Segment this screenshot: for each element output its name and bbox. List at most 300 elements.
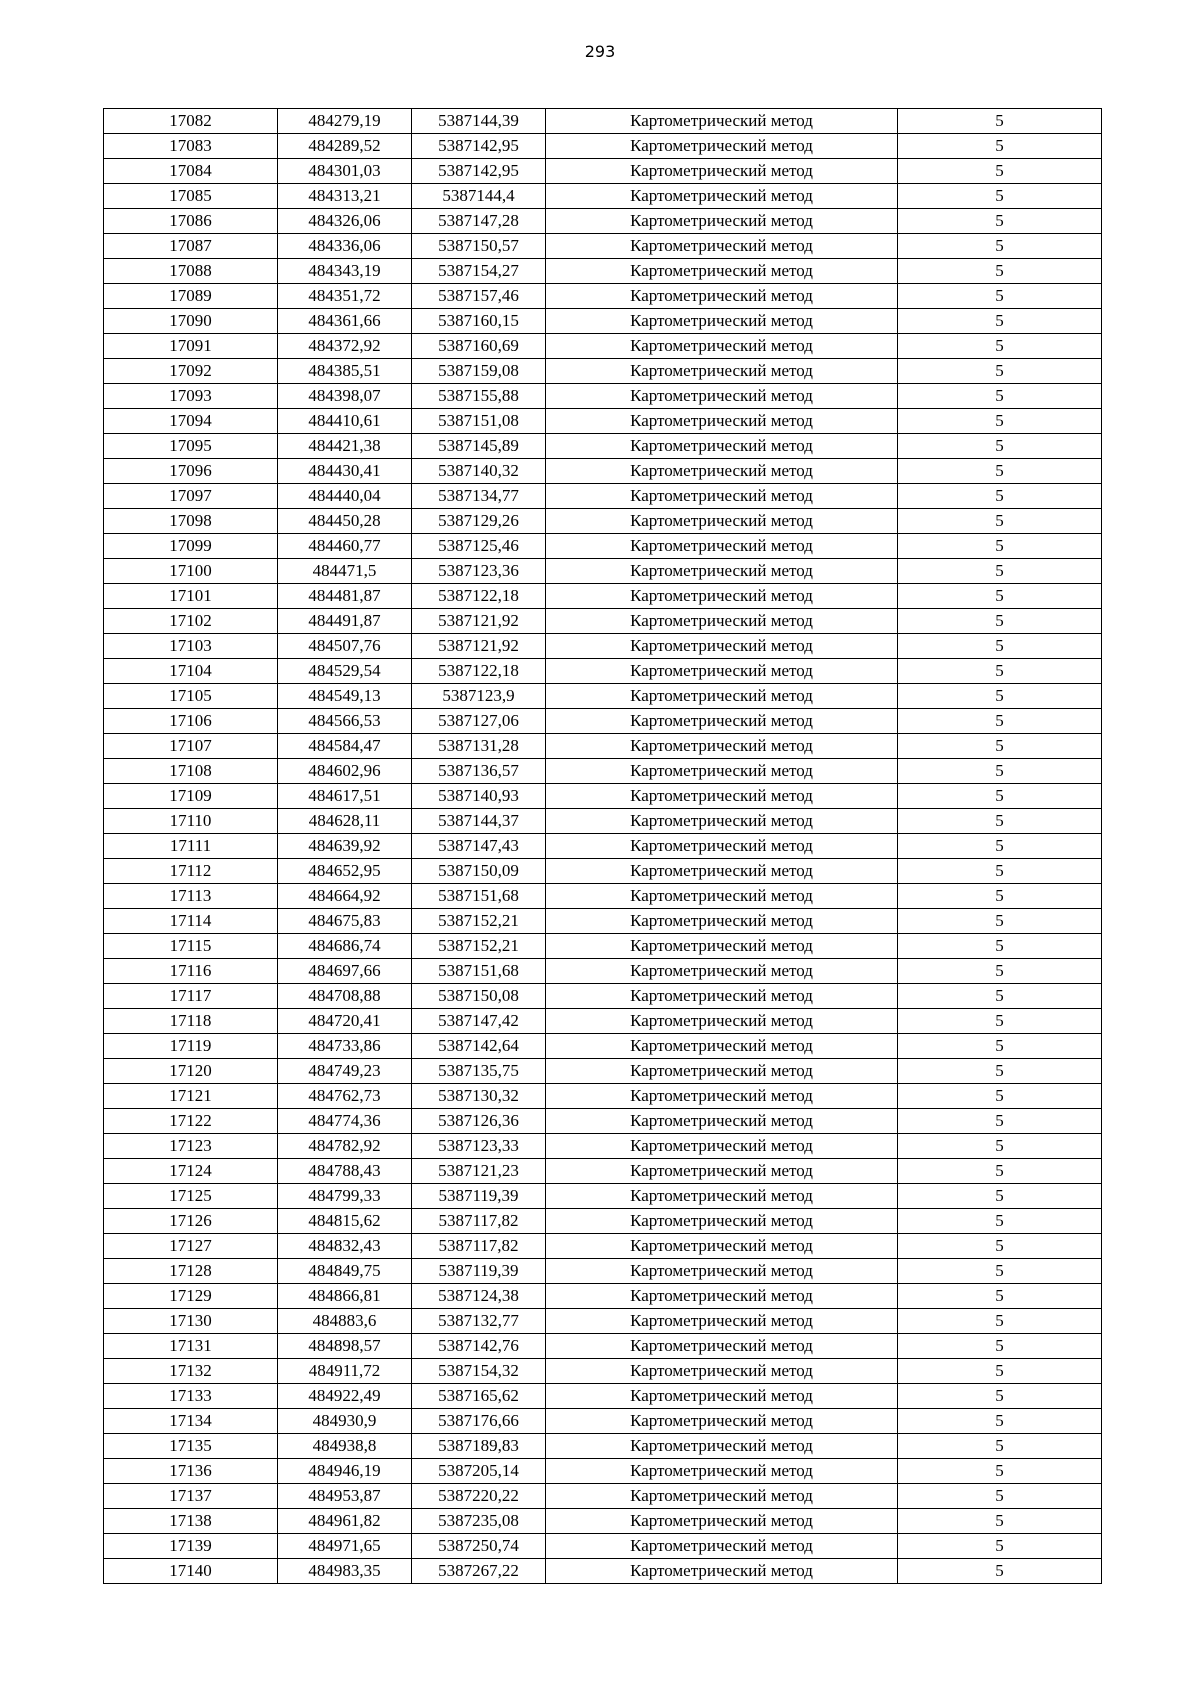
y-coordinate-cell: 5387122,18 xyxy=(412,659,546,684)
method-cell: Картометрический метод xyxy=(546,1234,898,1259)
point-number-cell: 17095 xyxy=(104,434,278,459)
y-coordinate-cell: 5387160,69 xyxy=(412,334,546,359)
method-cell: Картометрический метод xyxy=(546,359,898,384)
method-cell: Картометрический метод xyxy=(546,1359,898,1384)
point-number-cell: 17098 xyxy=(104,509,278,534)
point-number-cell: 17122 xyxy=(104,1109,278,1134)
x-coordinate-cell: 484983,35 xyxy=(278,1559,412,1584)
y-coordinate-cell: 5387176,66 xyxy=(412,1409,546,1434)
method-cell: Картометрический метод xyxy=(546,434,898,459)
method-cell: Картометрический метод xyxy=(546,1209,898,1234)
precision-cell: 5 xyxy=(898,1259,1102,1284)
x-coordinate-cell: 484372,92 xyxy=(278,334,412,359)
method-cell: Картометрический метод xyxy=(546,1509,898,1534)
point-number-cell: 17135 xyxy=(104,1434,278,1459)
precision-cell: 5 xyxy=(898,1459,1102,1484)
x-coordinate-cell: 484938,8 xyxy=(278,1434,412,1459)
method-cell: Картометрический метод xyxy=(546,184,898,209)
point-number-cell: 17085 xyxy=(104,184,278,209)
point-number-cell: 17140 xyxy=(104,1559,278,1584)
table-row xyxy=(104,1184,1102,1209)
point-number-cell: 17111 xyxy=(104,834,278,859)
y-coordinate-cell: 5387145,89 xyxy=(412,434,546,459)
point-number-cell: 17123 xyxy=(104,1134,278,1159)
point-number-cell: 17094 xyxy=(104,409,278,434)
x-coordinate-cell: 484686,74 xyxy=(278,934,412,959)
x-coordinate-cell: 484602,96 xyxy=(278,759,412,784)
point-number-cell: 17099 xyxy=(104,534,278,559)
point-number-cell: 17131 xyxy=(104,1334,278,1359)
table-row xyxy=(104,1359,1102,1384)
table-row xyxy=(104,1309,1102,1334)
method-cell: Картометрический метод xyxy=(546,284,898,309)
table-row xyxy=(104,1134,1102,1159)
x-coordinate-cell: 484440,04 xyxy=(278,484,412,509)
precision-cell: 5 xyxy=(898,909,1102,934)
x-coordinate-cell: 484491,87 xyxy=(278,609,412,634)
method-cell: Картометрический метод xyxy=(546,1409,898,1434)
method-cell: Картометрический метод xyxy=(546,659,898,684)
precision-cell: 5 xyxy=(898,134,1102,159)
y-coordinate-cell: 5387140,93 xyxy=(412,784,546,809)
precision-cell: 5 xyxy=(898,734,1102,759)
precision-cell: 5 xyxy=(898,159,1102,184)
x-coordinate-cell: 484652,95 xyxy=(278,859,412,884)
table-row xyxy=(104,559,1102,584)
method-cell: Картометрический метод xyxy=(546,384,898,409)
y-coordinate-cell: 5387121,92 xyxy=(412,634,546,659)
precision-cell: 5 xyxy=(898,1309,1102,1334)
y-coordinate-cell: 5387165,62 xyxy=(412,1384,546,1409)
y-coordinate-cell: 5387123,9 xyxy=(412,684,546,709)
precision-cell: 5 xyxy=(898,1234,1102,1259)
coordinates-table xyxy=(103,108,1102,1584)
table-row xyxy=(104,684,1102,709)
table-row xyxy=(104,809,1102,834)
x-coordinate-cell: 484326,06 xyxy=(278,209,412,234)
y-coordinate-cell: 5387136,57 xyxy=(412,759,546,784)
precision-cell: 5 xyxy=(898,934,1102,959)
x-coordinate-cell: 484566,53 xyxy=(278,709,412,734)
table-row xyxy=(104,1509,1102,1534)
y-coordinate-cell: 5387151,08 xyxy=(412,409,546,434)
method-cell: Картометрический метод xyxy=(546,884,898,909)
point-number-cell: 17093 xyxy=(104,384,278,409)
precision-cell: 5 xyxy=(898,559,1102,584)
point-number-cell: 17096 xyxy=(104,459,278,484)
y-coordinate-cell: 5387142,95 xyxy=(412,159,546,184)
point-number-cell: 17137 xyxy=(104,1484,278,1509)
table-row xyxy=(104,1009,1102,1034)
precision-cell: 5 xyxy=(898,1109,1102,1134)
point-number-cell: 17125 xyxy=(104,1184,278,1209)
point-number-cell: 17097 xyxy=(104,484,278,509)
precision-cell: 5 xyxy=(898,959,1102,984)
method-cell: Картометрический метод xyxy=(546,134,898,159)
table-row xyxy=(104,609,1102,634)
x-coordinate-cell: 484617,51 xyxy=(278,784,412,809)
method-cell: Картометрический метод xyxy=(546,1259,898,1284)
x-coordinate-cell: 484708,88 xyxy=(278,984,412,1009)
precision-cell: 5 xyxy=(898,209,1102,234)
method-cell: Картометрический метод xyxy=(546,509,898,534)
point-number-cell: 17112 xyxy=(104,859,278,884)
method-cell: Картометрический метод xyxy=(546,1284,898,1309)
point-number-cell: 17107 xyxy=(104,734,278,759)
y-coordinate-cell: 5387150,08 xyxy=(412,984,546,1009)
x-coordinate-cell: 484762,73 xyxy=(278,1084,412,1109)
x-coordinate-cell: 484421,38 xyxy=(278,434,412,459)
method-cell: Картометрический метод xyxy=(546,984,898,1009)
point-number-cell: 17113 xyxy=(104,884,278,909)
precision-cell: 5 xyxy=(898,434,1102,459)
y-coordinate-cell: 5387147,43 xyxy=(412,834,546,859)
point-number-cell: 17106 xyxy=(104,709,278,734)
method-cell: Картометрический метод xyxy=(546,1084,898,1109)
precision-cell: 5 xyxy=(898,1334,1102,1359)
point-number-cell: 17108 xyxy=(104,759,278,784)
table-row xyxy=(104,634,1102,659)
y-coordinate-cell: 5387123,33 xyxy=(412,1134,546,1159)
y-coordinate-cell: 5387150,09 xyxy=(412,859,546,884)
method-cell: Картометрический метод xyxy=(546,809,898,834)
table-row xyxy=(104,409,1102,434)
y-coordinate-cell: 5387142,64 xyxy=(412,1034,546,1059)
table-row xyxy=(104,184,1102,209)
point-number-cell: 17091 xyxy=(104,334,278,359)
table-row xyxy=(104,359,1102,384)
point-number-cell: 17133 xyxy=(104,1384,278,1409)
x-coordinate-cell: 484911,72 xyxy=(278,1359,412,1384)
x-coordinate-cell: 484471,5 xyxy=(278,559,412,584)
x-coordinate-cell: 484628,11 xyxy=(278,809,412,834)
y-coordinate-cell: 5387132,77 xyxy=(412,1309,546,1334)
precision-cell: 5 xyxy=(898,109,1102,134)
precision-cell: 5 xyxy=(898,334,1102,359)
point-number-cell: 17120 xyxy=(104,1059,278,1084)
method-cell: Картометрический метод xyxy=(546,1034,898,1059)
y-coordinate-cell: 5387121,92 xyxy=(412,609,546,634)
point-number-cell: 17115 xyxy=(104,934,278,959)
table-row xyxy=(104,959,1102,984)
precision-cell: 5 xyxy=(898,1209,1102,1234)
x-coordinate-cell: 484351,72 xyxy=(278,284,412,309)
precision-cell: 5 xyxy=(898,634,1102,659)
y-coordinate-cell: 5387151,68 xyxy=(412,884,546,909)
method-cell: Картометрический метод xyxy=(546,1434,898,1459)
method-cell: Картометрический метод xyxy=(546,759,898,784)
x-coordinate-cell: 484799,33 xyxy=(278,1184,412,1209)
table-row xyxy=(104,534,1102,559)
point-number-cell: 17138 xyxy=(104,1509,278,1534)
y-coordinate-cell: 5387123,36 xyxy=(412,559,546,584)
precision-cell: 5 xyxy=(898,859,1102,884)
y-coordinate-cell: 5387130,32 xyxy=(412,1084,546,1109)
table-row xyxy=(104,1434,1102,1459)
point-number-cell: 17082 xyxy=(104,109,278,134)
point-number-cell: 17118 xyxy=(104,1009,278,1034)
method-cell: Картометрический метод xyxy=(546,1159,898,1184)
x-coordinate-cell: 484953,87 xyxy=(278,1484,412,1509)
x-coordinate-cell: 484343,19 xyxy=(278,259,412,284)
y-coordinate-cell: 5387159,08 xyxy=(412,359,546,384)
method-cell: Картометрический метод xyxy=(546,334,898,359)
table-row xyxy=(104,759,1102,784)
point-number-cell: 17104 xyxy=(104,659,278,684)
x-coordinate-cell: 484898,57 xyxy=(278,1334,412,1359)
x-coordinate-cell: 484336,06 xyxy=(278,234,412,259)
table-row xyxy=(104,1284,1102,1309)
precision-cell: 5 xyxy=(898,384,1102,409)
point-number-cell: 17121 xyxy=(104,1084,278,1109)
point-number-cell: 17092 xyxy=(104,359,278,384)
table-row xyxy=(104,209,1102,234)
table-row xyxy=(104,1034,1102,1059)
method-cell: Картометрический метод xyxy=(546,259,898,284)
x-coordinate-cell: 484922,49 xyxy=(278,1384,412,1409)
method-cell: Картометрический метод xyxy=(546,1384,898,1409)
table-row xyxy=(104,784,1102,809)
precision-cell: 5 xyxy=(898,834,1102,859)
x-coordinate-cell: 484507,76 xyxy=(278,634,412,659)
point-number-cell: 17128 xyxy=(104,1259,278,1284)
precision-cell: 5 xyxy=(898,584,1102,609)
x-coordinate-cell: 484849,75 xyxy=(278,1259,412,1284)
table-row xyxy=(104,709,1102,734)
method-cell: Картометрический метод xyxy=(546,734,898,759)
x-coordinate-cell: 484866,81 xyxy=(278,1284,412,1309)
method-cell: Картометрический метод xyxy=(546,709,898,734)
point-number-cell: 17101 xyxy=(104,584,278,609)
point-number-cell: 17088 xyxy=(104,259,278,284)
table-row xyxy=(104,909,1102,934)
precision-cell: 5 xyxy=(898,234,1102,259)
y-coordinate-cell: 5387124,38 xyxy=(412,1284,546,1309)
y-coordinate-cell: 5387152,21 xyxy=(412,934,546,959)
x-coordinate-cell: 484529,54 xyxy=(278,659,412,684)
x-coordinate-cell: 484398,07 xyxy=(278,384,412,409)
table-row xyxy=(104,284,1102,309)
method-cell: Картометрический метод xyxy=(546,309,898,334)
table-row xyxy=(104,884,1102,909)
method-cell: Картометрический метод xyxy=(546,234,898,259)
x-coordinate-cell: 484481,87 xyxy=(278,584,412,609)
method-cell: Картометрический метод xyxy=(546,684,898,709)
x-coordinate-cell: 484720,41 xyxy=(278,1009,412,1034)
y-coordinate-cell: 5387235,08 xyxy=(412,1509,546,1534)
method-cell: Картометрический метод xyxy=(546,834,898,859)
precision-cell: 5 xyxy=(898,184,1102,209)
method-cell: Картометрический метод xyxy=(546,1334,898,1359)
y-coordinate-cell: 5387154,27 xyxy=(412,259,546,284)
point-number-cell: 17084 xyxy=(104,159,278,184)
table-row xyxy=(104,584,1102,609)
method-cell: Картометрический метод xyxy=(546,484,898,509)
precision-cell: 5 xyxy=(898,1009,1102,1034)
point-number-cell: 17117 xyxy=(104,984,278,1009)
y-coordinate-cell: 5387250,74 xyxy=(412,1534,546,1559)
table-row xyxy=(104,334,1102,359)
point-number-cell: 17102 xyxy=(104,609,278,634)
table-row xyxy=(104,659,1102,684)
y-coordinate-cell: 5387129,26 xyxy=(412,509,546,534)
point-number-cell: 17087 xyxy=(104,234,278,259)
precision-cell: 5 xyxy=(898,484,1102,509)
table-row xyxy=(104,234,1102,259)
point-number-cell: 17116 xyxy=(104,959,278,984)
x-coordinate-cell: 484410,61 xyxy=(278,409,412,434)
y-coordinate-cell: 5387119,39 xyxy=(412,1259,546,1284)
y-coordinate-cell: 5387220,22 xyxy=(412,1484,546,1509)
point-number-cell: 17114 xyxy=(104,909,278,934)
y-coordinate-cell: 5387189,83 xyxy=(412,1434,546,1459)
method-cell: Картометрический метод xyxy=(546,1184,898,1209)
table-row xyxy=(104,459,1102,484)
y-coordinate-cell: 5387142,95 xyxy=(412,134,546,159)
precision-cell: 5 xyxy=(898,784,1102,809)
method-cell: Картометрический метод xyxy=(546,909,898,934)
x-coordinate-cell: 484361,66 xyxy=(278,309,412,334)
table-row xyxy=(104,1259,1102,1284)
point-number-cell: 17134 xyxy=(104,1409,278,1434)
table-row xyxy=(104,1534,1102,1559)
precision-cell: 5 xyxy=(898,1134,1102,1159)
table-row xyxy=(104,1409,1102,1434)
method-cell: Картометрический метод xyxy=(546,209,898,234)
table-row xyxy=(104,509,1102,534)
y-coordinate-cell: 5387150,57 xyxy=(412,234,546,259)
method-cell: Картометрический метод xyxy=(546,534,898,559)
precision-cell: 5 xyxy=(898,1434,1102,1459)
method-cell: Картометрический метод xyxy=(546,784,898,809)
x-coordinate-cell: 484301,03 xyxy=(278,159,412,184)
y-coordinate-cell: 5387140,32 xyxy=(412,459,546,484)
y-coordinate-cell: 5387122,18 xyxy=(412,584,546,609)
method-cell: Картометрический метод xyxy=(546,559,898,584)
precision-cell: 5 xyxy=(898,1384,1102,1409)
y-coordinate-cell: 5387127,06 xyxy=(412,709,546,734)
precision-cell: 5 xyxy=(898,1409,1102,1434)
precision-cell: 5 xyxy=(898,1509,1102,1534)
precision-cell: 5 xyxy=(898,809,1102,834)
precision-cell: 5 xyxy=(898,609,1102,634)
method-cell: Картометрический метод xyxy=(546,1459,898,1484)
method-cell: Картометрический метод xyxy=(546,1134,898,1159)
x-coordinate-cell: 484832,43 xyxy=(278,1234,412,1259)
y-coordinate-cell: 5387205,14 xyxy=(412,1459,546,1484)
point-number-cell: 17129 xyxy=(104,1284,278,1309)
y-coordinate-cell: 5387154,32 xyxy=(412,1359,546,1384)
table-row xyxy=(104,984,1102,1009)
table-row xyxy=(104,1559,1102,1584)
method-cell: Картометрический метод xyxy=(546,1484,898,1509)
y-coordinate-cell: 5387117,82 xyxy=(412,1209,546,1234)
x-coordinate-cell: 484815,62 xyxy=(278,1209,412,1234)
x-coordinate-cell: 484430,41 xyxy=(278,459,412,484)
point-number-cell: 17132 xyxy=(104,1359,278,1384)
table-row xyxy=(104,1484,1102,1509)
y-coordinate-cell: 5387126,36 xyxy=(412,1109,546,1134)
y-coordinate-cell: 5387117,82 xyxy=(412,1234,546,1259)
precision-cell: 5 xyxy=(898,1559,1102,1584)
y-coordinate-cell: 5387147,42 xyxy=(412,1009,546,1034)
x-coordinate-cell: 484697,66 xyxy=(278,959,412,984)
table-row xyxy=(104,734,1102,759)
point-number-cell: 17103 xyxy=(104,634,278,659)
point-number-cell: 17139 xyxy=(104,1534,278,1559)
x-coordinate-cell: 484733,86 xyxy=(278,1034,412,1059)
coordinates-table-body xyxy=(104,109,1102,1584)
x-coordinate-cell: 484460,77 xyxy=(278,534,412,559)
x-coordinate-cell: 484675,83 xyxy=(278,909,412,934)
point-number-cell: 17090 xyxy=(104,309,278,334)
method-cell: Картометрический метод xyxy=(546,1559,898,1584)
precision-cell: 5 xyxy=(898,359,1102,384)
table-row xyxy=(104,159,1102,184)
precision-cell: 5 xyxy=(898,284,1102,309)
y-coordinate-cell: 5387155,88 xyxy=(412,384,546,409)
x-coordinate-cell: 484961,82 xyxy=(278,1509,412,1534)
table-row xyxy=(104,1059,1102,1084)
method-cell: Картометрический метод xyxy=(546,1109,898,1134)
method-cell: Картометрический метод xyxy=(546,859,898,884)
precision-cell: 5 xyxy=(898,709,1102,734)
y-coordinate-cell: 5387119,39 xyxy=(412,1184,546,1209)
y-coordinate-cell: 5387131,28 xyxy=(412,734,546,759)
y-coordinate-cell: 5387147,28 xyxy=(412,209,546,234)
x-coordinate-cell: 484749,23 xyxy=(278,1059,412,1084)
precision-cell: 5 xyxy=(898,684,1102,709)
x-coordinate-cell: 484279,19 xyxy=(278,109,412,134)
precision-cell: 5 xyxy=(898,984,1102,1009)
method-cell: Картометрический метод xyxy=(546,109,898,134)
table-row xyxy=(104,1159,1102,1184)
x-coordinate-cell: 484930,9 xyxy=(278,1409,412,1434)
point-number-cell: 17083 xyxy=(104,134,278,159)
point-number-cell: 17110 xyxy=(104,809,278,834)
table-row xyxy=(104,384,1102,409)
table-row xyxy=(104,859,1102,884)
page-number: 293 xyxy=(584,42,616,61)
method-cell: Картометрический метод xyxy=(546,634,898,659)
table-row xyxy=(104,1209,1102,1234)
table-row xyxy=(104,309,1102,334)
table-row xyxy=(104,259,1102,284)
point-number-cell: 17127 xyxy=(104,1234,278,1259)
method-cell: Картометрический метод xyxy=(546,409,898,434)
method-cell: Картометрический метод xyxy=(546,934,898,959)
y-coordinate-cell: 5387151,68 xyxy=(412,959,546,984)
table-row xyxy=(104,1384,1102,1409)
x-coordinate-cell: 484788,43 xyxy=(278,1159,412,1184)
precision-cell: 5 xyxy=(898,1359,1102,1384)
x-coordinate-cell: 484971,65 xyxy=(278,1534,412,1559)
method-cell: Картометрический метод xyxy=(546,1009,898,1034)
x-coordinate-cell: 484883,6 xyxy=(278,1309,412,1334)
point-number-cell: 17136 xyxy=(104,1459,278,1484)
x-coordinate-cell: 484549,13 xyxy=(278,684,412,709)
x-coordinate-cell: 484313,21 xyxy=(278,184,412,209)
precision-cell: 5 xyxy=(898,1034,1102,1059)
x-coordinate-cell: 484664,92 xyxy=(278,884,412,909)
table-row xyxy=(104,134,1102,159)
method-cell: Картометрический метод xyxy=(546,584,898,609)
table-row xyxy=(104,1234,1102,1259)
point-number-cell: 17119 xyxy=(104,1034,278,1059)
table-row xyxy=(104,1459,1102,1484)
precision-cell: 5 xyxy=(898,459,1102,484)
precision-cell: 5 xyxy=(898,309,1102,334)
